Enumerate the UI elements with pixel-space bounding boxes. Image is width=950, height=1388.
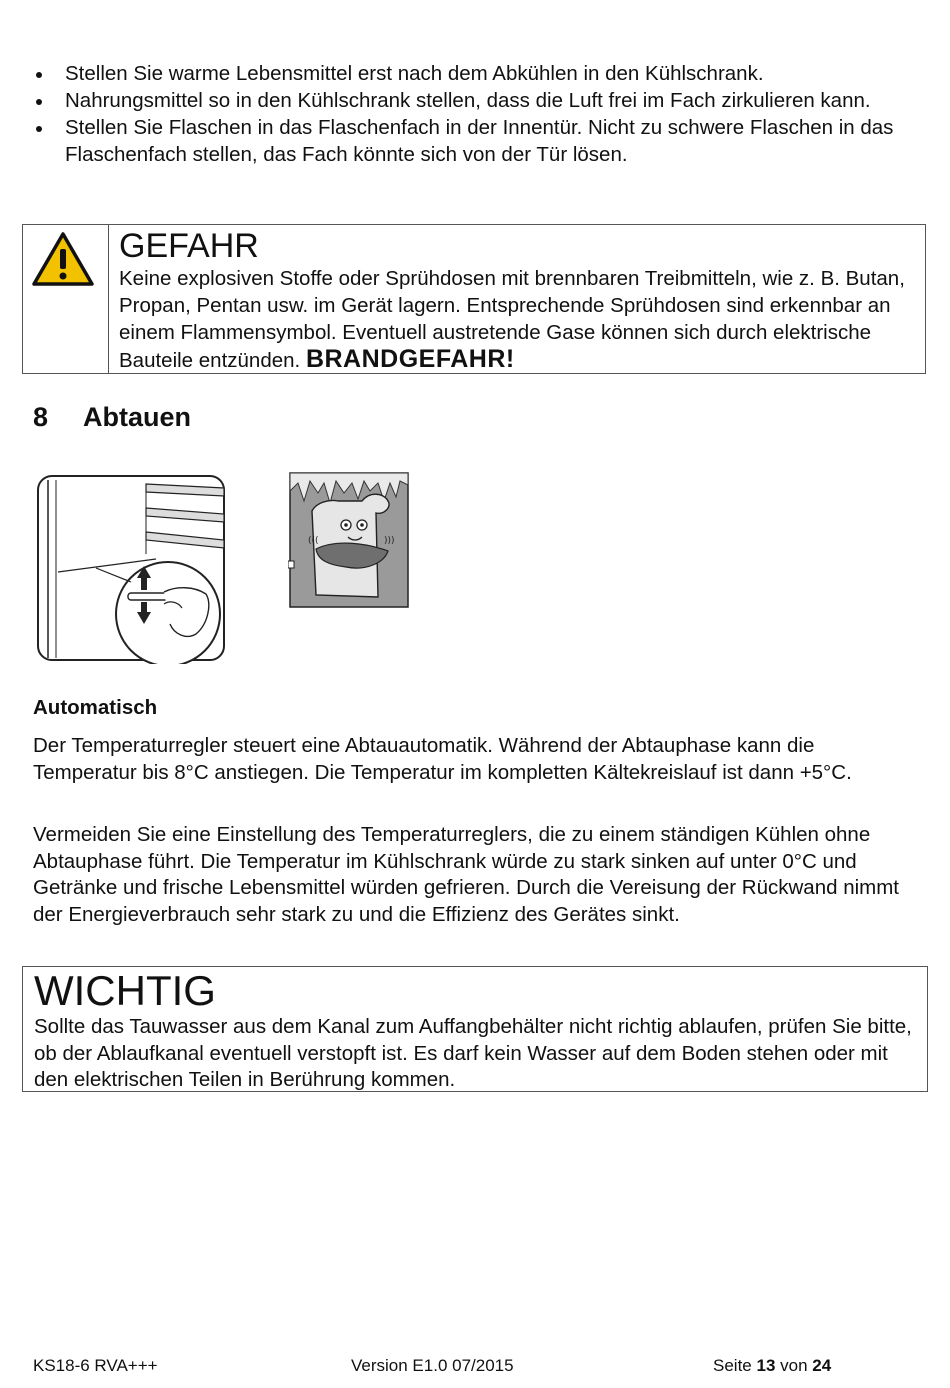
danger-emphasis: BRANDGEFAHR! xyxy=(305,345,515,373)
paragraph: Der Temperaturregler steuert eine Abtauautomatik. Während der Abtauphase kann die Temperatur bis 8°C anstiegen. Die Temperatur im kompletten Kältekreislauf ist dann +5°C. xyxy=(33,734,852,784)
list-item xyxy=(34,114,924,168)
page-middle: von xyxy=(775,1356,813,1375)
bullet-dot xyxy=(36,99,42,105)
section-number: 8 xyxy=(33,402,49,432)
danger-text xyxy=(119,265,917,374)
footer-model: KS18-6 RVA+++ xyxy=(33,1356,158,1375)
bullet-text: Nahrungsmittel so in den Kühlschrank stellen, dass die Luft frei im Fach zirkulieren kann. xyxy=(65,89,871,112)
important-notice xyxy=(22,966,928,1092)
danger-notice xyxy=(22,224,926,374)
subsection-heading: Automatisch xyxy=(33,696,158,719)
defrost-illustration xyxy=(288,471,412,609)
bullet-dot xyxy=(36,126,42,132)
page-total: 24 xyxy=(812,1356,832,1375)
svg-text:))): ))) xyxy=(384,536,395,546)
warning-triangle-icon xyxy=(32,231,94,287)
section-title: Abtauen xyxy=(83,402,191,432)
footer-version: Version E1.0 07/2015 xyxy=(351,1356,514,1375)
bullet-list xyxy=(34,60,924,168)
bullet-dot xyxy=(36,72,42,78)
important-title: WICHTIG xyxy=(34,967,216,1014)
svg-text:(((: ((( xyxy=(308,536,319,546)
danger-title: GEFAHR xyxy=(119,227,259,265)
list-item xyxy=(34,60,924,87)
danger-icon-cell xyxy=(23,225,109,373)
section-heading xyxy=(33,402,191,433)
bullet-text: Stellen Sie Flaschen in das Flaschenfach in der Innentür. Nicht zu schwere Flaschen in das Flaschenfach stellen, das Fach könnte sich von der Tür lösen. xyxy=(65,116,894,166)
page-current: 13 xyxy=(756,1356,776,1375)
bullet-text: Stellen Sie warme Lebensmittel erst nach dem Abkühlen in den Kühlschrank. xyxy=(65,62,764,85)
danger-text-cell xyxy=(109,225,925,373)
important-text: Sollte das Tauwasser aus dem Kanal zum Auffangbehälter nicht richtig ablaufen, prüfen Sie bitte, ob der Ablaufkanal eventuell verstopft ist. Es darf kein Wasser auf dem Boden stehen oder mit den elektrischen Teilen in Berührung kommen. xyxy=(34,1015,912,1091)
thermostat-illustration xyxy=(36,474,226,664)
footer-page-number xyxy=(713,1356,831,1376)
list-item xyxy=(34,87,924,114)
page-prefix: Seite xyxy=(713,1356,757,1375)
paragraph: Vermeiden Sie eine Einstellung des Temperaturreglers, die zu einem ständigen Kühlen ohne Abtauphase führt. Die Temperatur im Kühlschrank würde zu stark sinken auf unter 0°C und Getränke und frische Lebensmittel würden gefrieren. Durch die Vereisung der Rückwand nimmt der Energieverbrauch sehr stark zu und die Effizienz des Gerätes sinkt. xyxy=(33,823,899,926)
danger-body: Keine explosiven Stoffe oder Sprühdosen mit brennbaren Treibmitteln, wie z. B. Butan, Propan, Pentan usw. im Gerät lagern. Entsprechende Sprühdosen sind erkennbar an einem Flammensymbol. Eventuell austretende Gase können sich durch elektrische Bauteile entzünden. xyxy=(119,267,905,372)
